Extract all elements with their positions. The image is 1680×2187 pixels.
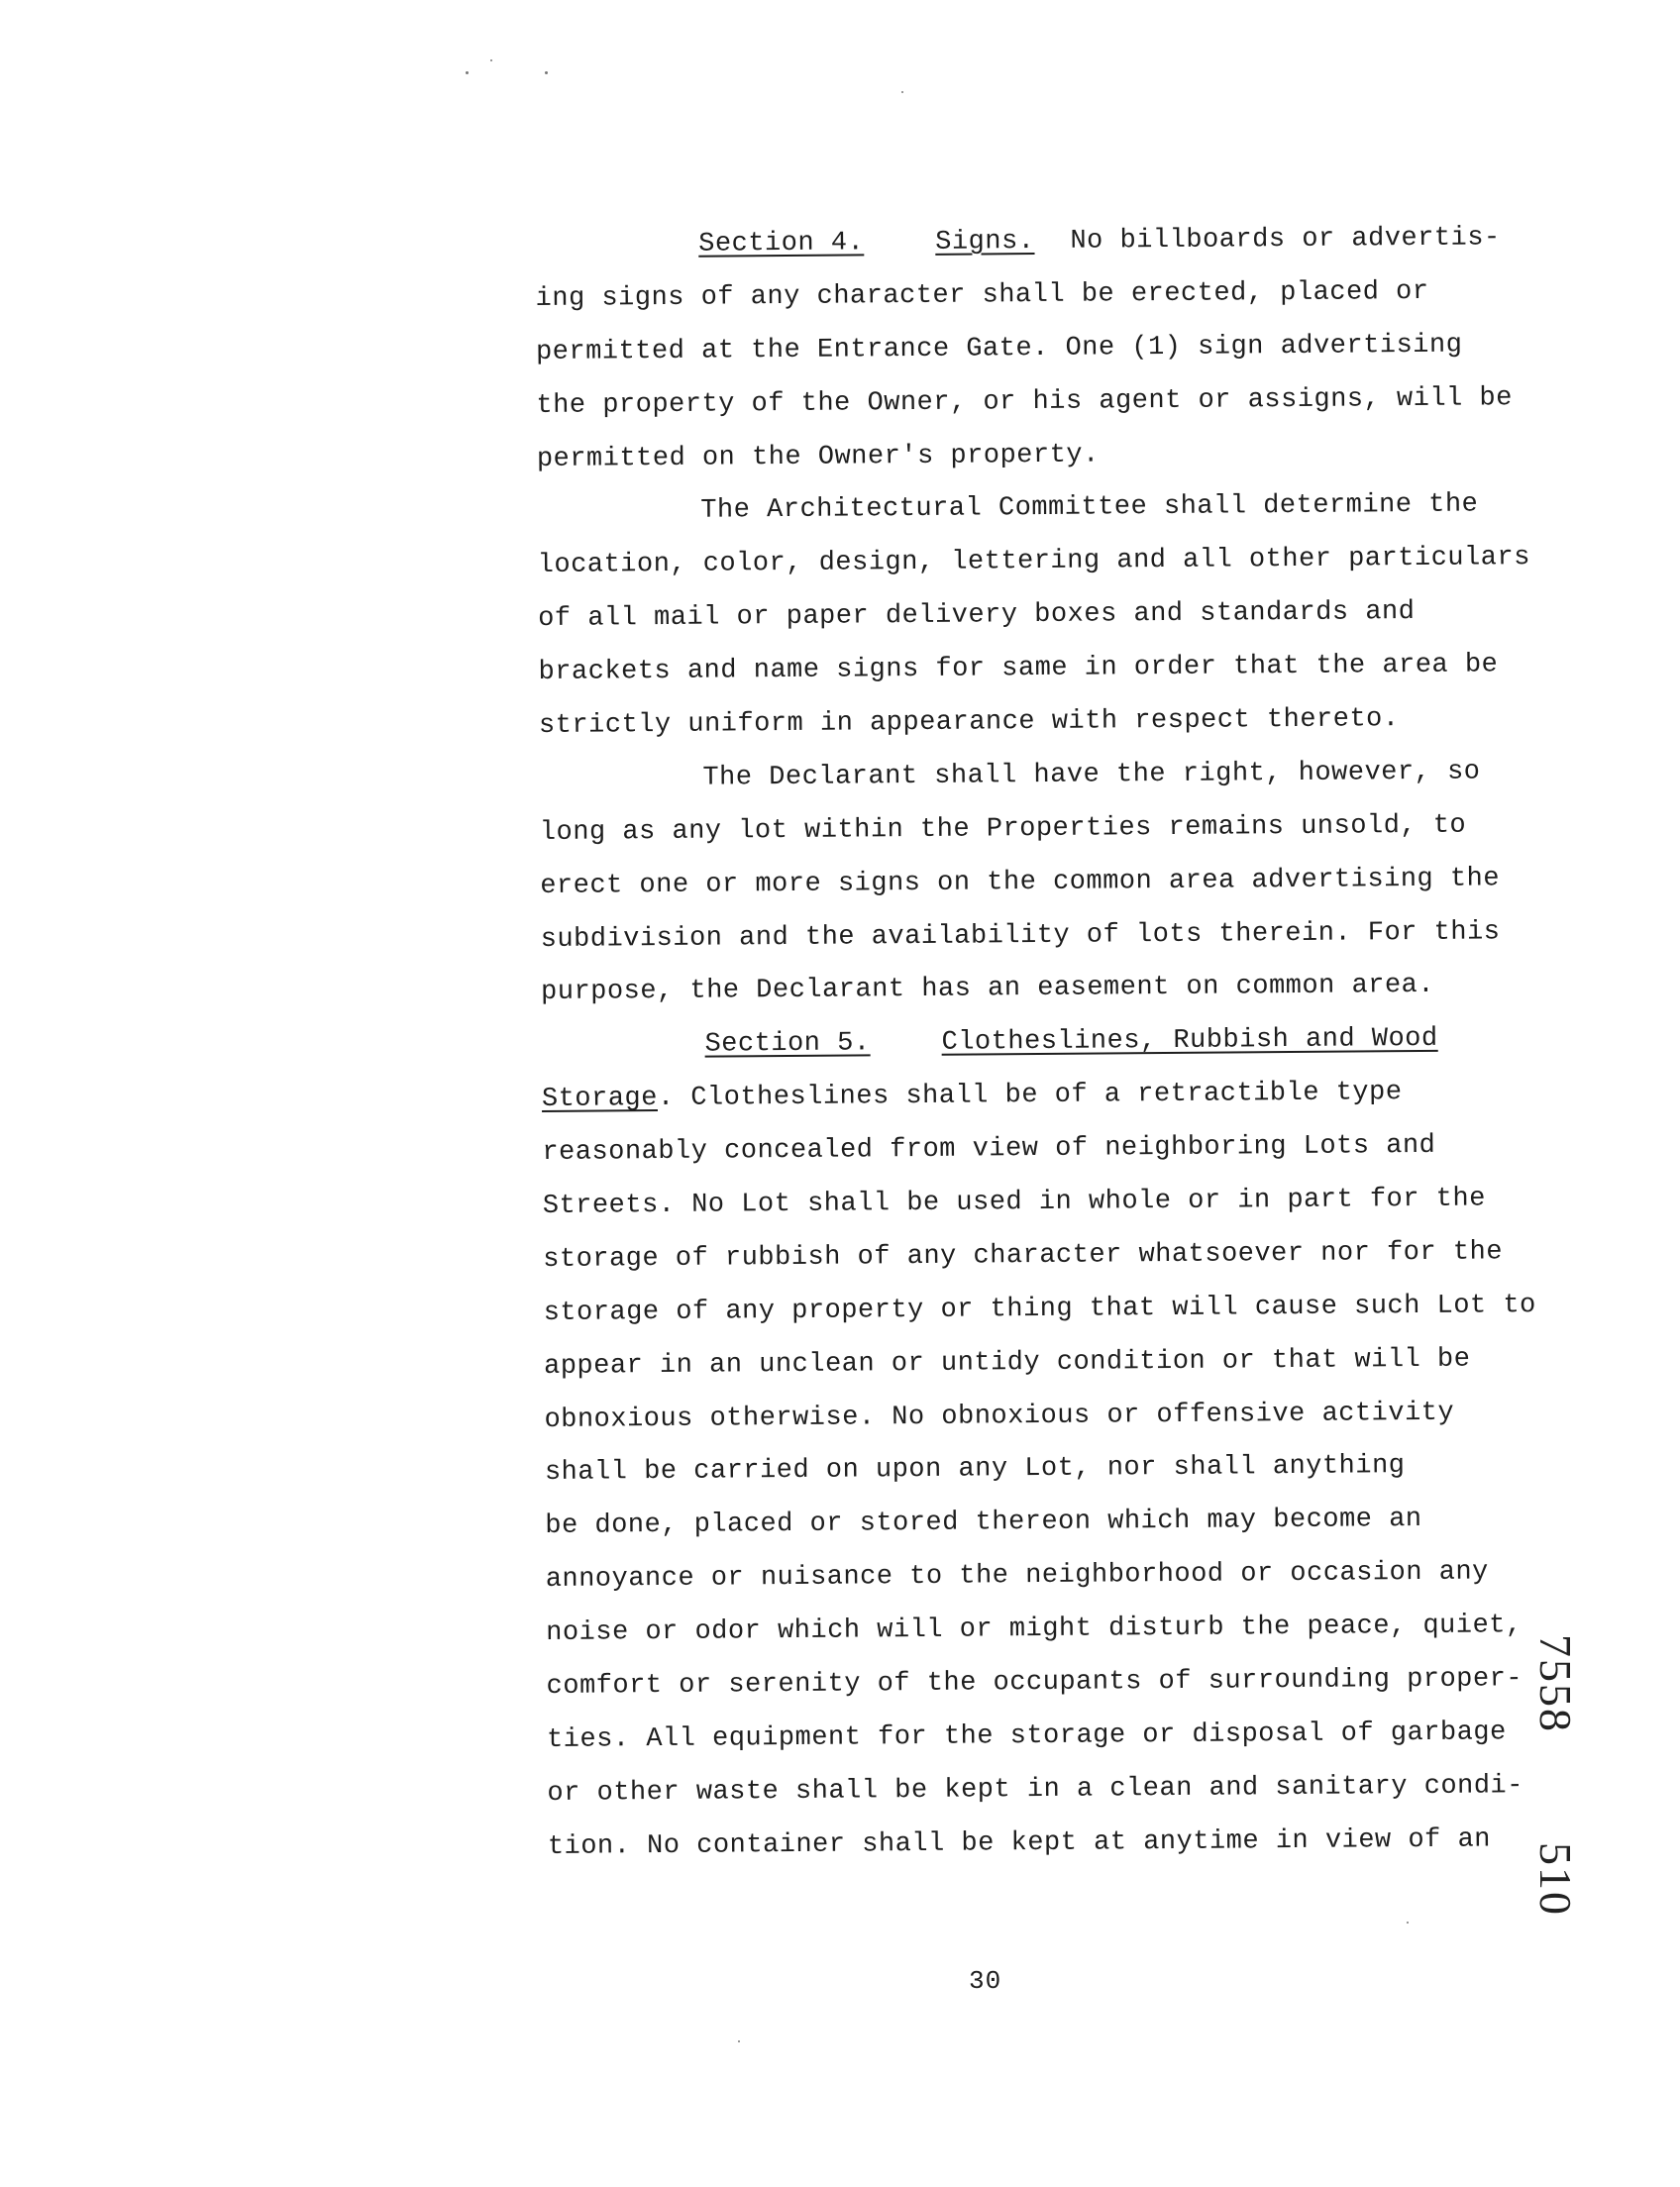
section-5-title-end: Storage [541,1084,659,1115]
section-5-title-continuation [542,1066,1522,1127]
section-4-text-start: No billboards or advertis- [1070,223,1501,257]
document-body [535,212,1536,1874]
text-line: location, color, design, lettering and all other particulars [537,543,1531,581]
recording-book-number: 7558 [1530,1634,1581,1733]
text-line: strictly uniform in appearance with respect thereto. [538,704,1400,741]
section-5-text-start: . Clotheslines shall be of a retractible type [657,1078,1403,1114]
paragraph-start-line: The Declarant shall have the right, however, so [702,757,1481,793]
scan-speck [738,2040,740,2042]
text-line: be done, placed or stored thereon which may become an [545,1505,1422,1542]
text-line: Streets. No Lot shall be used in whole or in part for the [542,1184,1486,1222]
paragraph-start-line: The Architectural Committee shall determine the [700,489,1479,527]
text-line: permitted at the Entrance Gate. One (1) sign advertising [535,330,1463,367]
text-line: appear in an unclean or untidy condition or that will be [543,1344,1471,1382]
text-line: or other waste shall be kept in a clean and sanitary condi- [547,1771,1524,1809]
text-line: permitted on the Owner's property. [536,440,1100,474]
section-4-label: Section 4. [698,228,865,260]
recording-stamp [1525,1634,1585,1917]
scan-speck [490,59,492,61]
scan-speck [901,91,903,93]
text-line: storage of rubbish of any character whatsoever nor for the [543,1237,1504,1275]
text-line: comfort or serenity of the occupants of surrounding proper- [546,1664,1523,1703]
text-line: erect one or more signs on the common area advertising the [540,864,1501,901]
text-line: noise or odor which will or might disturb the peace, quiet, [546,1611,1522,1649]
text-line: obnoxious otherwise. No obnoxious or offensive activity [544,1398,1455,1435]
text-line: the property of the Owner, or his agent or assigns, will be [536,382,1514,421]
page-number: 30 [969,1966,1002,1996]
text-line: long as any lot within the Properties remains unsold, to [539,810,1467,848]
scan-speck [545,71,548,74]
scan-speck [1407,1922,1409,1924]
text-line: brackets and name signs for same in order that the area be [538,650,1499,688]
recording-page-number: 510 [1530,1842,1581,1917]
text-line: ing signs of any character shall be erected, placed or [535,276,1429,314]
section-5-title: Clotheslines, Rubbish and Wood [941,1024,1438,1059]
text-line: annoyance or nuisance to the neighborhood or occasion any [545,1557,1489,1596]
section-5-heading-line [541,1013,1522,1075]
text-line: storage of any property or thing that will cause such Lot to [543,1290,1536,1328]
text-line: subdivision and the availability of lots therein. For this [540,916,1501,955]
text-line: of all mail or paper delivery boxes and standards and [538,597,1416,635]
text-line: reasonably concealed from view of neighboring Lots and [542,1131,1436,1169]
section-5-label: Section 5. [704,1028,871,1061]
text-line: purpose, the Declarant has an easement on common area. [541,971,1435,1008]
text-line: ties. All equipment for the storage or disposal of garbage [546,1718,1507,1755]
scan-speck [466,71,469,74]
section-4-title: Signs. [935,227,1035,258]
text-line: tion. No container shall be kept at anytime in view of an [547,1824,1492,1862]
text-line: shall be carried on upon any Lot, nor shall anything [544,1451,1406,1489]
section-4-heading-line [535,212,1516,273]
